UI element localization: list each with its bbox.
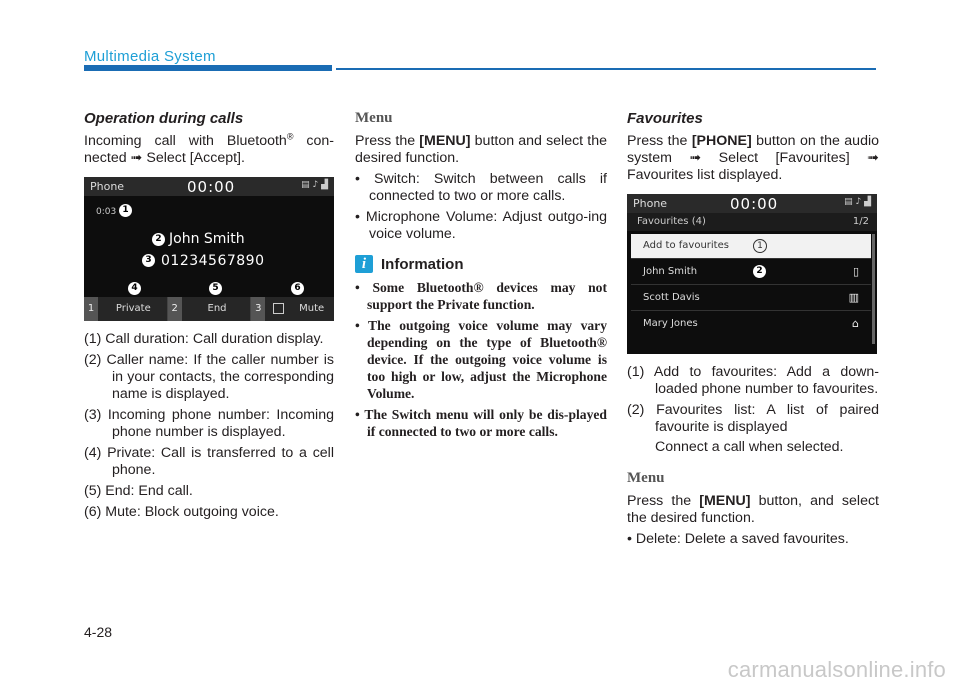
intro-part-a: Press the	[355, 133, 420, 149]
button-label: Private	[115, 303, 151, 314]
favourites-screen	[627, 194, 877, 354]
heading-menu: Menu	[355, 110, 393, 126]
key-label: [MENU]	[419, 133, 471, 149]
add-to-favourites-row[interactable]	[631, 234, 871, 259]
status-bar	[84, 177, 334, 196]
information-header	[355, 255, 607, 273]
list-item: (4) Private: Call is transferred to a cell phone.	[84, 445, 334, 478]
mute-button[interactable]	[250, 297, 334, 321]
item-text: (1) Add to favourites: Add a down-loaded phone number to favourites.	[627, 364, 879, 397]
list-item: • Microphone Volume: Adjust outgo-ing voice volume.	[355, 209, 607, 242]
row-label: Mary Jones	[643, 318, 698, 329]
header-rule-light	[336, 68, 876, 70]
header-rule-dark	[84, 65, 332, 71]
list-item: (1) Call duration: Call duration display.	[84, 331, 324, 347]
list-item: • Some Bluetooth® devices may not support the Private function.	[355, 280, 607, 312]
end-button[interactable]	[167, 297, 251, 321]
favourites-intro	[627, 133, 879, 184]
list-item	[627, 364, 879, 398]
call-duration: 0:03	[96, 207, 117, 217]
key-label: [MENU]	[699, 493, 751, 509]
checkbox-icon	[273, 303, 284, 314]
information-list	[355, 279, 607, 440]
caller-number: 01234567890	[161, 253, 265, 269]
section-title: Multimedia System	[84, 48, 216, 65]
favourites-menu-intro	[627, 493, 879, 527]
list-item: (6) Mute: Block outgoing voice.	[84, 504, 279, 520]
status-icons: ▤ ♪ ▟	[844, 197, 871, 207]
button-label: End	[207, 303, 227, 314]
favourites-menu-bullets	[627, 531, 879, 548]
list-item: (3) Incoming phone number: Incoming phone number is displayed.	[84, 407, 334, 440]
intro-part-b: button and select the desired function.	[355, 133, 607, 166]
list-item: • Delete: Delete a saved favourites.	[627, 531, 849, 547]
screen-title: Phone	[633, 197, 668, 210]
intro-text	[84, 133, 334, 167]
list-item: • Switch: Switch between calls if connected to two or more calls.	[355, 171, 607, 204]
page-indicator: 1/2	[852, 216, 869, 227]
intro-part-a: Press the	[627, 133, 692, 149]
intro-part-b: button on the audio system ➟ Select [Favourites] ➟ Favourites list displayed.	[627, 133, 880, 183]
list-item: • The outgoing voice volume may vary depending on the type of Bluetooth® device. If the outgoing voice volume is too high or low, adjust the Microphone Volume.	[355, 318, 607, 401]
intro-part-b: con-nected ➟ Select [Accept].	[84, 133, 334, 166]
favourite-row-scott-davis[interactable]	[631, 286, 871, 311]
column-menu	[355, 110, 607, 444]
mobile-icon: ▯	[852, 265, 859, 278]
intro-part-b: button, and select the desired function.	[627, 493, 879, 526]
marker-2: 2	[753, 265, 766, 278]
favourite-row-mary-jones[interactable]	[631, 312, 871, 336]
information-title: Information	[381, 255, 464, 273]
heading-favourites: Favourites	[627, 110, 703, 127]
heading-menu-favourites: Menu	[627, 470, 665, 486]
badge-3: 3	[142, 254, 155, 267]
office-icon: ▥	[848, 291, 859, 304]
favourites-header	[627, 213, 877, 231]
list-item	[627, 402, 879, 456]
list-item: • The Switch menu will only be dis-played if connected to two or more calls.	[355, 407, 607, 439]
key-label: [PHONE]	[691, 133, 752, 149]
badge-6: 6	[291, 282, 304, 295]
favourites-items-list	[627, 364, 879, 456]
clock: 00:00	[730, 195, 779, 213]
scrollbar[interactable]	[872, 234, 875, 344]
screen-title: Phone	[90, 180, 125, 193]
badge-4: 4	[128, 282, 141, 295]
favourite-row-john-smith[interactable]	[631, 260, 871, 285]
heading-operation-during-calls: Operation during calls	[84, 110, 244, 127]
private-button[interactable]	[84, 297, 167, 321]
badge-1: 1	[119, 204, 132, 217]
call-screen	[84, 177, 334, 321]
button-number: 2	[168, 297, 182, 321]
call-items-list	[84, 331, 334, 521]
caller-name: John Smith	[169, 231, 245, 247]
status-icons: ▤ ♪ ▟	[301, 180, 328, 190]
list-item: (5) End: End call.	[84, 483, 193, 499]
intro-part-a: Press the	[627, 493, 700, 509]
column-operation-during-calls	[84, 110, 334, 525]
item-text: (2) Favourites list: A list of paired favourite is displayed	[627, 402, 879, 435]
menu-bullets	[355, 171, 607, 243]
page-number: 4-28	[84, 624, 113, 640]
item-subtext: Connect a call when selected.	[655, 439, 844, 455]
watermark: carmanualsonline.info	[727, 657, 946, 682]
row-label: Add to favourites	[643, 240, 729, 251]
registered-mark: ®	[286, 131, 294, 142]
call-button-bar	[84, 297, 334, 321]
button-number: 3	[251, 297, 265, 321]
badge-2: 2	[152, 233, 165, 246]
info-icon: i	[355, 255, 373, 273]
status-bar	[627, 194, 877, 213]
row-label: John Smith	[643, 266, 698, 277]
menu-intro	[355, 133, 607, 167]
badge-5: 5	[209, 282, 222, 295]
favourites-count: Favourites (4)	[637, 216, 706, 227]
marker-1: 1	[753, 239, 767, 253]
intro-part-a: Incoming call with Bluetooth	[84, 133, 287, 149]
button-number: 1	[84, 297, 98, 321]
home-icon: ⌂	[852, 317, 859, 330]
list-item: (2) Caller name: If the caller number is in your contacts, the corresponding name is displayed.	[84, 352, 334, 402]
clock: 00:00	[187, 178, 236, 196]
column-favourites	[627, 110, 879, 552]
row-label: Scott Davis	[643, 292, 700, 303]
button-label: Mute	[299, 303, 325, 314]
